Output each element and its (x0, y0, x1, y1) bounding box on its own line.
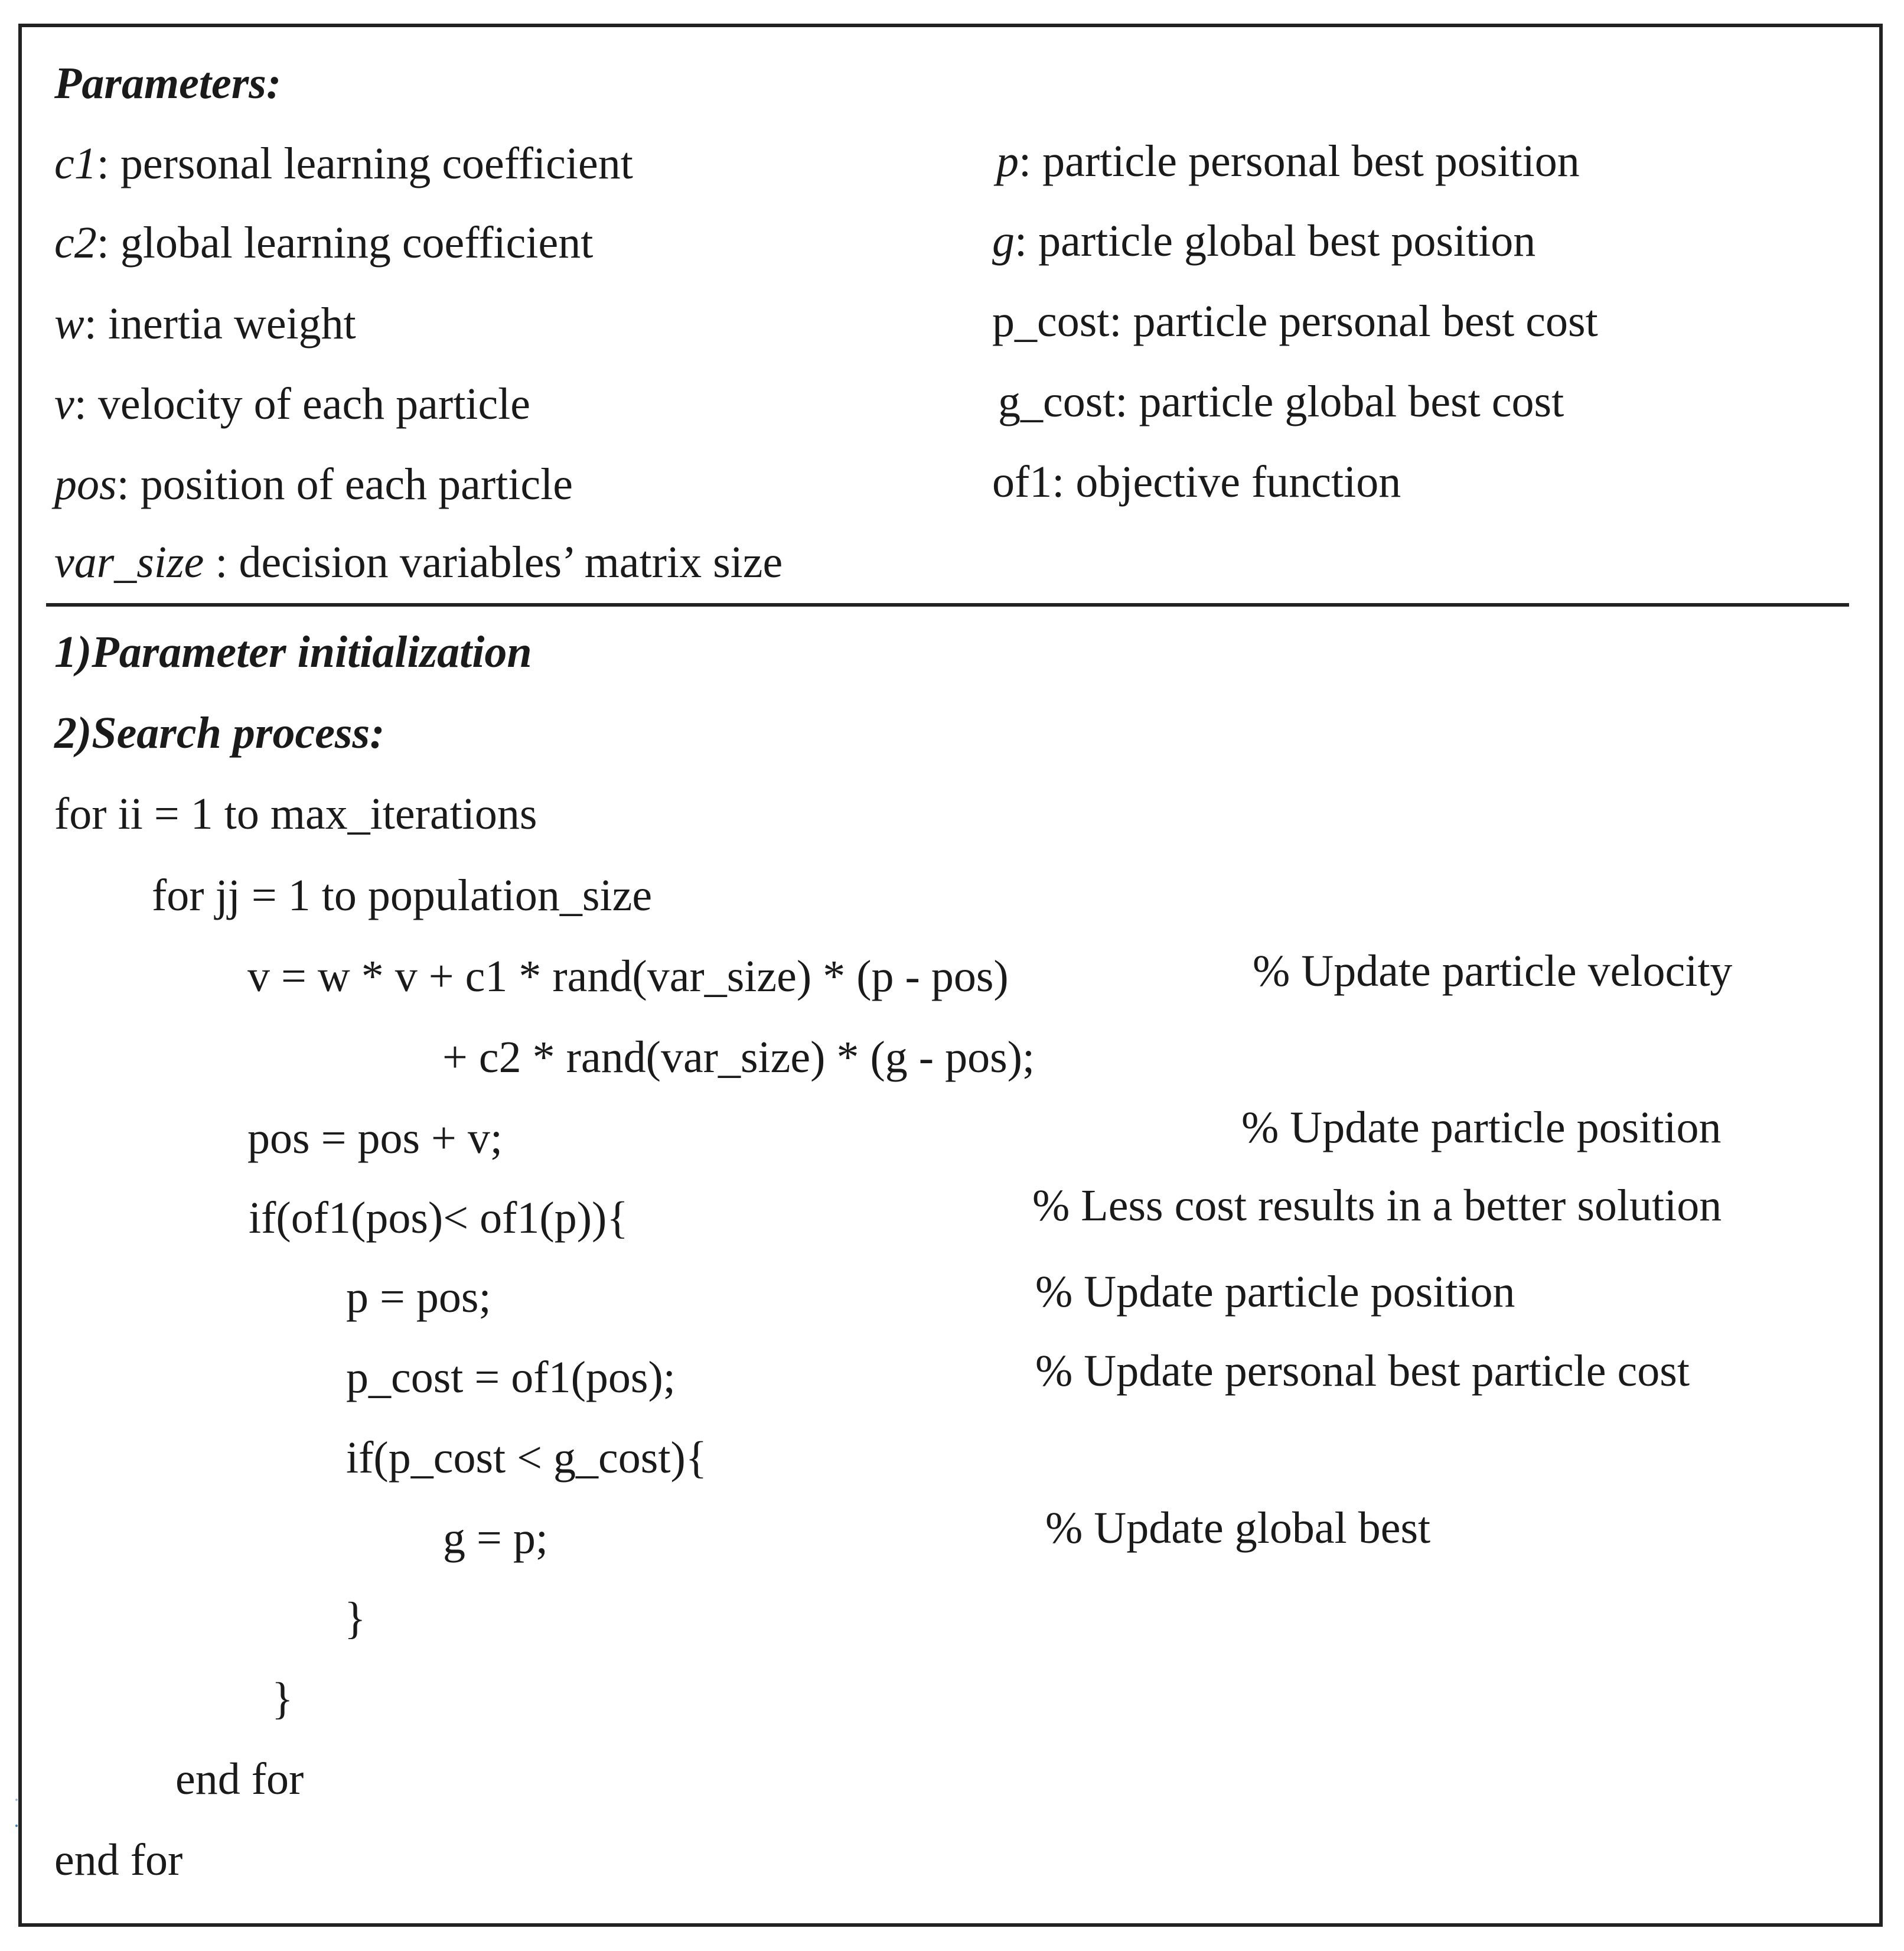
param-sep: : (1019, 136, 1043, 186)
param-p-cost: p_cost: particle personal best cost (992, 297, 1598, 346)
param-desc: decision variables’ matrix size (239, 538, 783, 587)
scan-artifact (15, 1799, 18, 1801)
param-name: c1 (54, 139, 97, 188)
step2-heading: 2)Search process: (54, 708, 385, 758)
code-comment: % Update particle velocity (1253, 946, 1733, 996)
param-name: c2 (54, 218, 97, 268)
code-line: end for (54, 1835, 183, 1885)
param-name: p (996, 136, 1019, 186)
param-sep: : (84, 299, 108, 348)
scan-artifact (15, 1825, 18, 1827)
param-sep: : (96, 218, 120, 268)
param-desc: particle personal best position (1042, 136, 1580, 186)
param-sep: : (204, 538, 239, 587)
param-var-size (54, 540, 783, 585)
param-sep: : (96, 139, 120, 188)
param-c1 (54, 141, 633, 186)
param-name: var_size (54, 538, 204, 587)
param-sep: : (1015, 216, 1039, 266)
code-line: pos = pos + v; (247, 1113, 503, 1163)
param-desc: particle global best position (1038, 216, 1536, 266)
param-desc: position of each particle (140, 460, 573, 509)
code-line: if(of1(pos)< of1(p)){ (249, 1193, 628, 1243)
code-line: } (344, 1594, 366, 1643)
param-pos (54, 462, 573, 507)
parameters-heading: Parameters: (54, 58, 282, 108)
code-line: v = w * v + c1 * rand(var_size) * (p - pos) (247, 952, 1009, 1001)
param-w (54, 301, 356, 346)
param-name: w (54, 299, 84, 348)
param-desc: personal learning coefficient (120, 139, 633, 188)
param-desc: velocity of each particle (97, 379, 531, 429)
code-line: for jj = 1 to population_size (152, 871, 653, 920)
param-g (992, 216, 1536, 266)
code-line: for ii = 1 to max_iterations (54, 789, 537, 839)
section-divider (46, 603, 1849, 607)
param-desc: inertia weight (107, 299, 356, 348)
code-line: if(p_cost < g_cost){ (346, 1433, 708, 1483)
param-name: pos (54, 460, 117, 509)
param-sep: : (116, 460, 141, 509)
code-line: p = pos; (346, 1272, 491, 1322)
param-p (996, 136, 1580, 186)
code-comment: % Less cost results in a better solution (1032, 1181, 1722, 1230)
param-g-cost: g_cost: particle global best cost (998, 377, 1564, 426)
code-line: } (272, 1674, 294, 1724)
param-v (54, 379, 531, 429)
code-comment: % Update personal best particle cost (1035, 1346, 1690, 1396)
code-comment: % Update particle position (1241, 1103, 1722, 1152)
param-name: g (992, 216, 1015, 266)
code-comment: % Update particle position (1035, 1267, 1515, 1317)
param-sep: : (74, 379, 98, 429)
code-line: end for (175, 1754, 304, 1804)
code-line: g = p; (443, 1513, 548, 1563)
code-line: + c2 * rand(var_size) * (g - pos); (442, 1033, 1035, 1082)
param-name: v (54, 379, 74, 429)
code-comment: % Update global best (1045, 1503, 1431, 1553)
code-line: p_cost = of1(pos); (346, 1353, 676, 1402)
step1-heading: 1)Parameter initialization (54, 627, 532, 677)
param-c2 (54, 218, 594, 268)
param-of1: of1: objective function (992, 457, 1401, 507)
param-desc: global learning coefficient (120, 218, 594, 268)
